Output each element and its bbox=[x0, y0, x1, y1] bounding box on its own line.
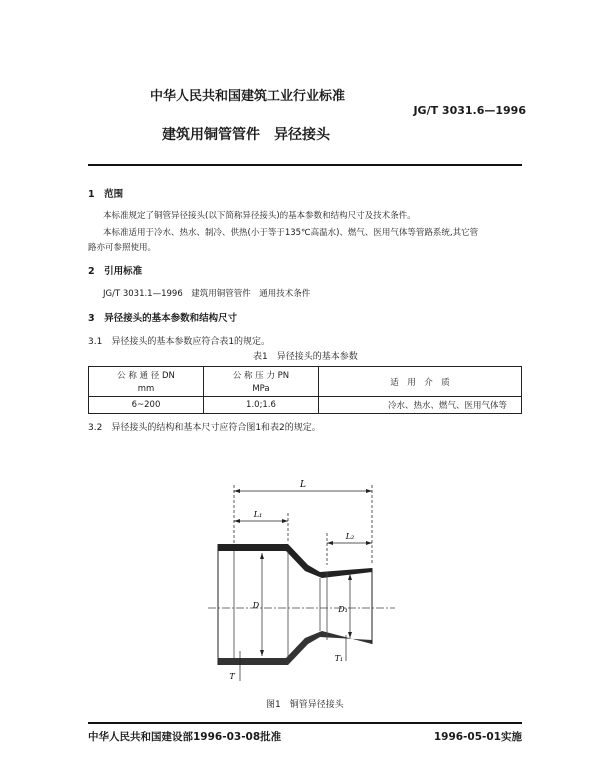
table-header-dn bbox=[89, 367, 204, 397]
label-D1: D₁ bbox=[338, 605, 348, 614]
org-title: 中华人民共和国建筑工业行业标准 bbox=[150, 89, 346, 104]
cell-dn: 6~200 bbox=[89, 397, 204, 414]
dn-header-label: 公 称 通 径 DN bbox=[117, 371, 175, 381]
section-1-para-1: 本标准规定了铜管异径接头(以下简称异径接头)的基本参数和结构尺寸及技术条件。 bbox=[103, 211, 416, 221]
fitting-bottom-wall bbox=[218, 631, 372, 665]
section-1-para-2-line-1: 本标准适用于冷水、热水、制冷、供热(小于等于135℃高温水)、燃气、医用气体等管路系统,其它管 bbox=[103, 228, 479, 238]
header-rule bbox=[88, 164, 522, 166]
table-caption: 表1 异径接头的基本参数 bbox=[253, 352, 358, 362]
fitting-top-wall bbox=[218, 544, 372, 578]
arrow-L2-right bbox=[366, 541, 372, 545]
section-1-para-2-line-2: 路亦可参照使用。 bbox=[88, 243, 157, 253]
section-3-heading: 3 异径接头的基本参数和结构尺寸 bbox=[88, 313, 238, 324]
footer-approval: 中华人民共和国建设部1996-03-08批准 bbox=[88, 731, 282, 743]
arrow-D1-bottom bbox=[348, 632, 352, 638]
section-2-heading: 2 引用标准 bbox=[88, 266, 143, 277]
cell-media: 冷水、热水、燃气、医用气体等 bbox=[319, 397, 522, 414]
table-header-row bbox=[89, 367, 522, 397]
table-header-pn bbox=[204, 367, 319, 397]
standard-code: JG/T 3031.6—1996 bbox=[413, 104, 526, 117]
label-L1: L₁ bbox=[253, 510, 263, 519]
footer-rule bbox=[88, 722, 522, 724]
label-L2: L₂ bbox=[345, 532, 355, 541]
footer-effective-date: 1996-05-01实施 bbox=[433, 731, 522, 743]
arrow-D-top bbox=[260, 553, 264, 559]
arrow-L1-right bbox=[282, 519, 288, 523]
table-header-media bbox=[319, 367, 522, 397]
reference-standard: JG/T 3031.1—1996 建筑用铜管管件 通用技术条件 bbox=[103, 289, 311, 299]
clause-3-2: 3.2 异径接头的结构和基本尺寸应符合图1和表2的规定。 bbox=[88, 423, 321, 433]
media-header-label: 适 用 介 质 bbox=[390, 377, 450, 388]
label-T1: T₁ bbox=[334, 654, 344, 663]
arrow-L-left bbox=[234, 489, 240, 493]
section-1-heading: 1 范围 bbox=[88, 189, 124, 200]
pn-header-unit: MPa bbox=[252, 384, 270, 394]
pn-header-label: 公 称 压 力 PN bbox=[232, 371, 290, 381]
basic-parameters-table bbox=[88, 366, 522, 414]
dn-header-unit: mm bbox=[137, 384, 155, 394]
doc-title: 建筑用铜管管件 异径接头 bbox=[162, 127, 330, 143]
clause-3-1: 3.1 异径接头的基本参数应符合表1的规定。 bbox=[88, 337, 271, 347]
label-L: L bbox=[300, 480, 306, 490]
label-T: T bbox=[229, 672, 235, 681]
figure-caption: 图1 铜管异径接头 bbox=[266, 700, 344, 710]
arrow-L-right bbox=[366, 489, 372, 493]
reducer-drawing bbox=[200, 475, 400, 690]
arrow-L2-left bbox=[327, 541, 333, 545]
arrow-D1-top bbox=[348, 574, 352, 580]
label-D: D bbox=[252, 601, 260, 610]
cell-pn: 1.0;1.6 bbox=[204, 397, 319, 414]
table-row bbox=[89, 397, 522, 414]
arrow-D-bottom bbox=[260, 650, 264, 656]
arrow-L1-left bbox=[234, 519, 240, 523]
